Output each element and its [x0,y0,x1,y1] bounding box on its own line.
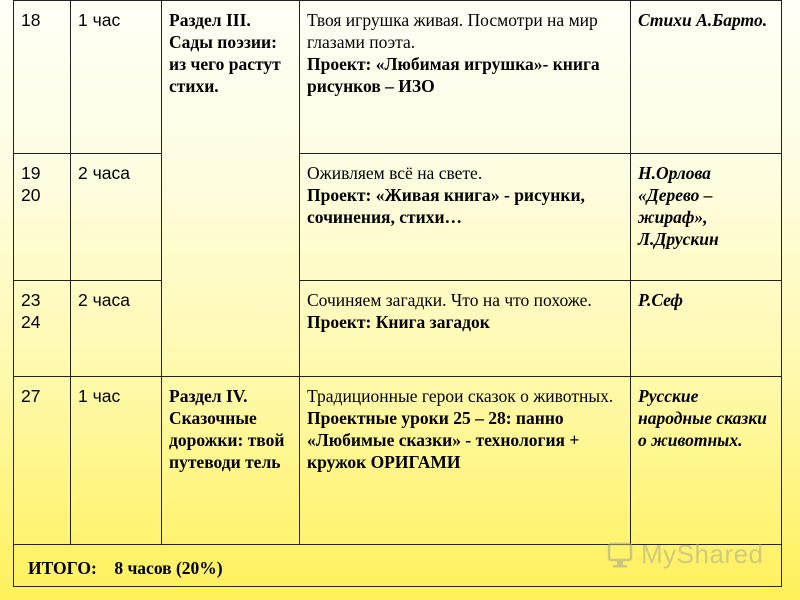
lesson-number: 23 [21,290,41,310]
lesson-number-cell [14,281,71,377]
hours-cell [71,281,162,377]
topic-cell [300,154,631,281]
hours-cell [71,1,162,154]
hours-cell [71,377,162,545]
section-cell [162,377,300,545]
topic-text: Оживляем всё на свете. [307,163,483,183]
hours: 1 час [78,10,121,30]
topic-cell [300,281,631,377]
total-value: 8 часов (20%) [114,557,223,578]
lesson-number: 20 [21,185,41,205]
lesson-number: 18 [21,10,41,30]
author-cell [631,281,782,377]
lesson-number: 24 [21,312,41,332]
author-text: Р.Сеф [638,290,683,310]
hours: 2 часа [78,163,130,183]
lesson-number: 27 [21,386,41,406]
table-row [14,154,782,281]
project-text: Проект: Книга загадок [307,312,490,332]
project-text: Проектные уроки 25 – 28: панно «Любимые сказки» - технология + кружок ОРИГАМИ [307,408,580,472]
monitor-icon [607,541,637,569]
topic-text: Сочиняем загадки. Что на что похоже. [307,290,592,310]
section-title: Раздел IV. Сказочные дорожки: твой путеводи тель [169,386,285,472]
topic-text: Традиционные герои сказок о животных. [307,386,614,406]
table-row [14,281,782,377]
lesson-number: 19 [21,163,41,183]
topic-cell [300,1,631,154]
lesson-number-cell [14,154,71,281]
section-title: Раздел III. Сады поэзии: из чего растут стихи. [169,10,281,96]
table-row [14,1,782,154]
section-cell [162,1,300,377]
table-row [14,377,782,545]
author-cell [631,154,782,281]
lesson-plan-table [13,0,782,587]
lesson-number-cell [14,377,71,545]
lesson-number-cell [14,1,71,154]
hours: 1 час [78,386,121,406]
project-text: Проект: «Живая книга» - рисунки, сочинения, стихи… [307,185,585,227]
author-text: Стихи А.Барто. [638,10,768,30]
author-text: Русские народные сказки о животных. [638,386,767,450]
watermark-logo [607,539,764,570]
topic-text: Твоя игрушка живая. Посмотри на мир глазами поэта. [307,10,598,52]
author-cell [631,377,782,545]
total-label: ИТОГО: [28,557,97,578]
hours: 2 часа [78,290,130,310]
topic-cell [300,377,631,545]
project-text: Проект: «Любимая игрушка»- книга рисунков – ИЗО [307,54,600,96]
watermark-text: MyShared [641,539,764,569]
author-text: Н.Орлова «Дерево – жираф», Л.Друскин [638,163,719,249]
author-cell [631,1,782,154]
hours-cell [71,154,162,281]
